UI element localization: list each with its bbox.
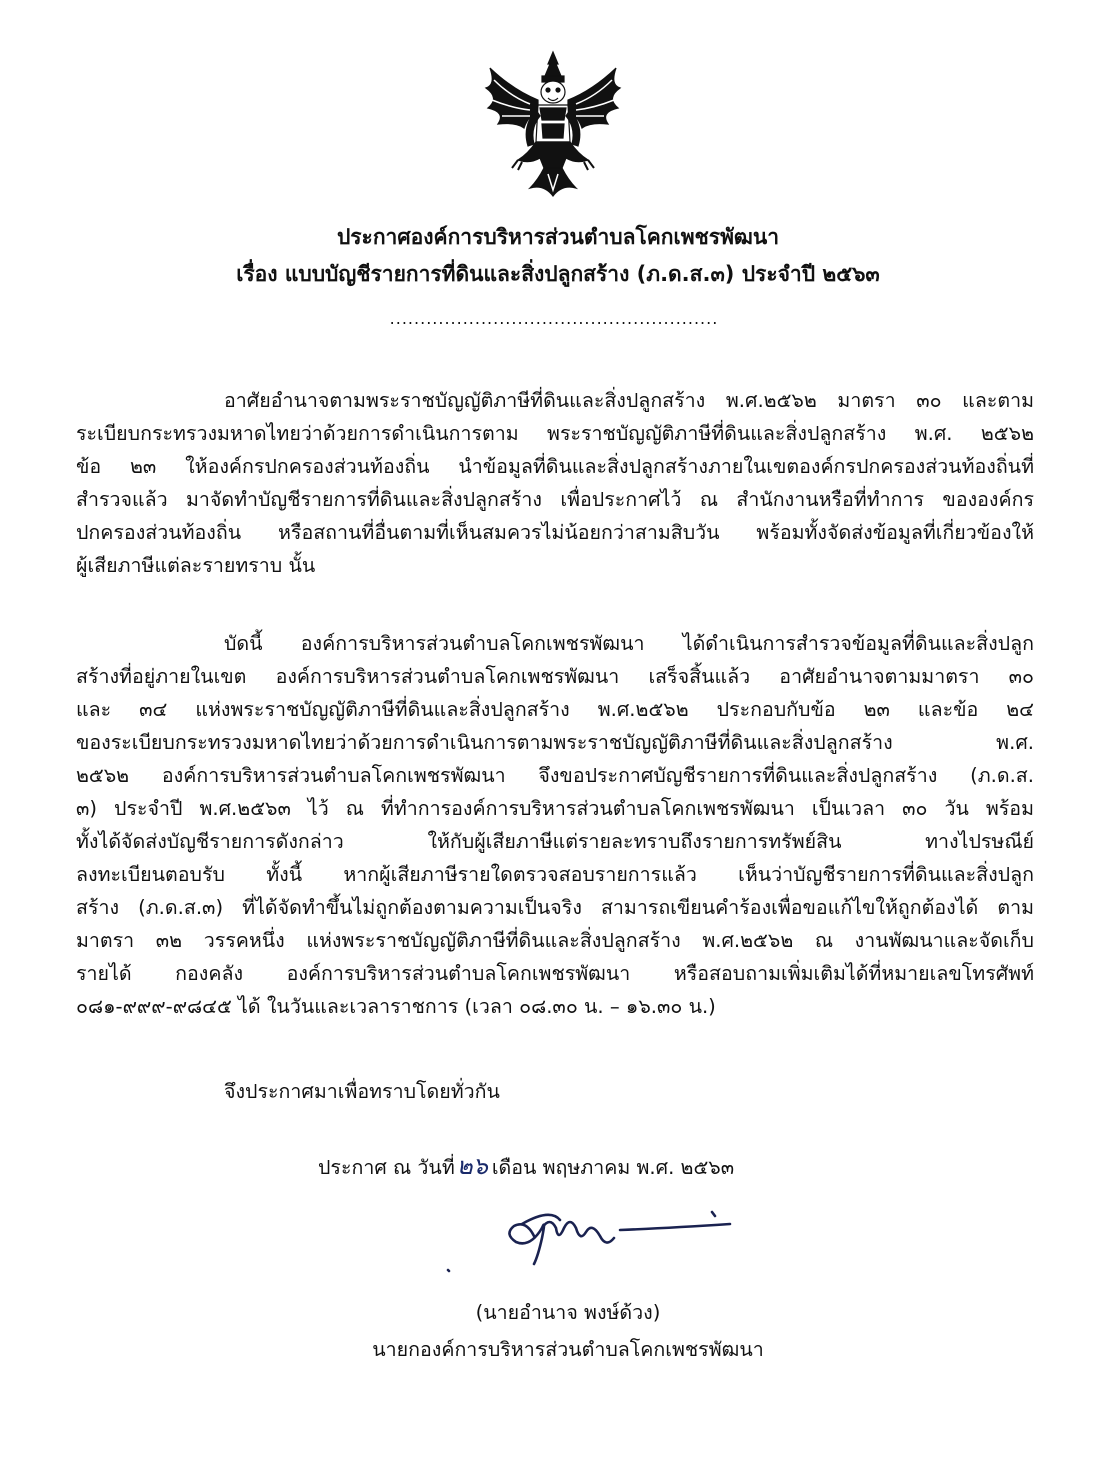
paragraph-line: ๓) ประจำปี พ.ศ.๒๕๖๓ ไว้ ณ ที่ทำการองค์การบริหารส่วนตำบลโคกเพชรพัฒนา เป็นเวลา ๓๐ วัน พร้อม (76, 797, 1034, 820)
announcement-date (318, 1150, 734, 1184)
paragraph-line: มาตรา ๓๒ วรรคหนึ่ง แห่งพระราชบัญญัติภาษีที่ดินและสิ่งปลูกสร้าง พ.ศ.๒๕๖๒ ณ งานพัฒนาและจัดเก็บ (76, 929, 1034, 952)
paragraph-line: และ ๓๔ แห่งพระราชบัญญัติภาษีที่ดินและสิ่งปลูกสร้าง พ.ศ.๒๕๖๒ ประกอบกับข้อ ๒๓ และข้อ ๒๔ (76, 698, 1034, 721)
announcement-title: ประกาศองค์การบริหารส่วนตำบลโคกเพชรพัฒนา (336, 225, 780, 249)
handwritten-signature (430, 1198, 750, 1278)
paragraph-line: ๒๕๖๒ องค์การบริหารส่วนตำบลโคกเพชรพัฒนา จึงขอประกาศบัญชีรายการที่ดินและสิ่งปลูกสร้าง (ภ.ด.ส. (76, 764, 1034, 787)
paragraph-line: ทั้งได้จัดส่งบัญชีรายการดังกล่าว ให้กับผู้เสียภาษีแต่รายละทราบถึงรายการทรัพย์สิน ทางไปรษณีย์ (76, 830, 1034, 853)
signer-position: นายกองค์การบริหารส่วนตำบลโคกเพชรพัฒนา (372, 1338, 764, 1361)
paragraph-line: สร้างที่อยู่ภายในเขต องค์การบริหารส่วนตำบลโคกเพชรพัฒนา เสร็จสิ้นแล้ว อาศัยอำนาจตามมาตรา ๓๐ (76, 665, 1034, 688)
paragraph-line: ลงทะเบียนตอบรับ ทั้งนี้ หากผู้เสียภาษีรายใดตรวจสอบรายการแล้ว เห็นว่าบัญชีรายการที่ดินและสิ่งปลูก (76, 863, 1034, 886)
paragraph-line: ข้อ ๒๓ ให้องค์กรปกครองส่วนท้องถิ่น นำข้อมูลที่ดินและสิ่งปลูกสร้างภายในเขตองค์กรปกครองส่วนท้องถิ่นที่ (76, 455, 1034, 478)
title-separator: ...................................................... (389, 309, 719, 328)
garuda-emblem-icon (478, 50, 628, 200)
handwritten-day: ๒๖ (456, 1152, 488, 1180)
body-paragraph-2 (76, 627, 1034, 1023)
signer-name: (นายอำนาจ พงษ์ด้วง) (475, 1301, 661, 1324)
paragraph-line: ระเบียบกระทรวงมหาดไทยว่าด้วยการดำเนินการตาม พระราชบัญญัติภาษีที่ดินและสิ่งปลูกสร้าง พ.ศ. ๒๕๖๒ (76, 422, 1034, 445)
paragraph-line: ปกครองส่วนท้องถิ่น หรือสถานที่อื่นตามที่เห็นสมควรไม่น้อยกว่าสามสิบวัน พร้อมทั้งจัดส่งข้อมูลที่เกี่ยวข้องให้ (76, 521, 1034, 544)
paragraph-line: ของระเบียบกระทรวงมหาดไทยว่าด้วยการดำเนินการตามพระราชบัญญัติภาษีที่ดินและสิ่งปลูกสร้าง พ.ศ. (76, 731, 1034, 754)
announcement-subject: เรื่อง แบบบัญชีรายการที่ดินและสิ่งปลูกสร้าง (ภ.ด.ส.๓) ประจำปี ๒๕๖๓ (236, 262, 880, 286)
paragraph-line: อาศัยอำนาจตามพระราชบัญญัติภาษีที่ดินและสิ่งปลูกสร้าง พ.ศ.๒๕๖๒ มาตรา ๓๐ และตาม (224, 389, 1034, 412)
paragraph-line: สำรวจแล้ว มาจัดทำบัญชีรายการที่ดินและสิ่งปลูกสร้าง เพื่อประกาศไว้ ณ สำนักงานหรือที่ทำการ ขององค์กร (76, 488, 1034, 511)
paragraph-line: ๐๘๑-๙๙๙-๙๘๔๕ ได้ ในวันและเวลาราชการ (เวลา ๐๘.๓๐ น. – ๑๖.๓๐ น.) (76, 995, 716, 1018)
paragraph-line: รายได้ กองคลัง องค์การบริหารส่วนตำบลโคกเพชรพัฒนา หรือสอบถามเพิ่มเติมได้ที่หมายเลขโทรศัพท์ (76, 962, 1034, 985)
paragraph-line: ผู้เสียภาษีแต่ละรายทราบ นั้น (76, 554, 316, 577)
date-suffix: เดือน พฤษภาคม พ.ศ. ๒๕๖๓ (491, 1156, 735, 1179)
paragraph-line: บัดนี้ องค์การบริหารส่วนตำบลโคกเพชรพัฒนา ได้ดำเนินการสำรวจข้อมูลที่ดินและสิ่งปลูก (224, 632, 1034, 655)
paragraph-line: สร้าง (ภ.ด.ส.๓) ที่ได้จัดทำขึ้นไม่ถูกต้องตามความเป็นจริง สามารถเขียนคำร้องเพื่อขอแก้ไขให้ถูกต้องได้ ตาม (76, 896, 1034, 919)
date-prefix: ประกาศ ณ วันที่ (318, 1156, 455, 1179)
closing-statement: จึงประกาศมาเพื่อทราบโดยทั่วกัน (224, 1080, 500, 1103)
body-paragraph-1 (76, 384, 1034, 582)
